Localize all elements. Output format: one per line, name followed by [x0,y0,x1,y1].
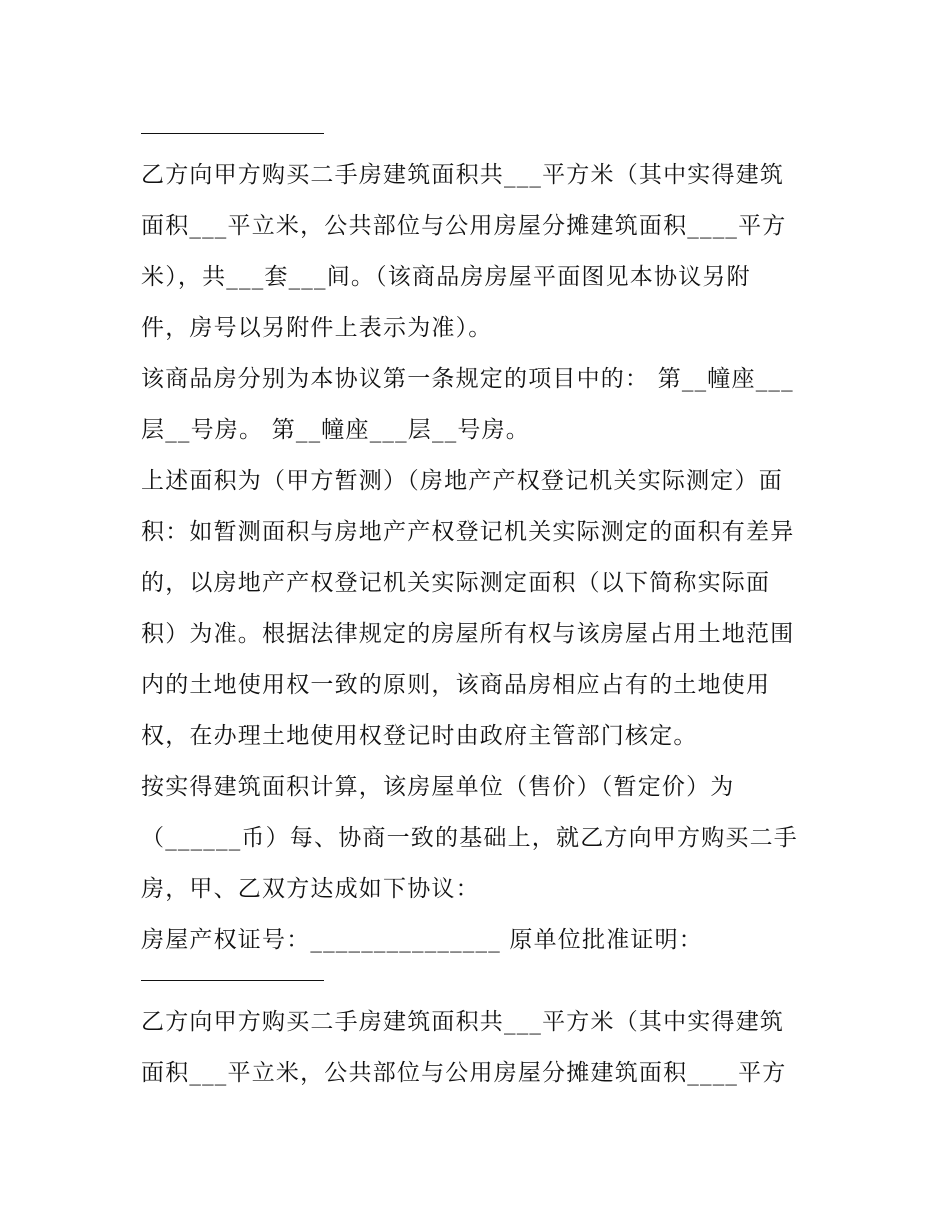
text-line: 积：如暂测面积与房地产产权登记机关实际测定的面积有差异 [141,519,795,545]
paragraph-unit-location [141,354,811,456]
signature-blank-line [141,980,324,981]
signature-blank-line [141,133,324,134]
text-line: 房，甲、乙双方达成如下协议： [141,876,480,902]
text-line: 房屋产权证号：_______________ 原单位批准证明： [141,927,704,953]
paragraph-unit-price [141,762,811,915]
text-line: 的，以房地产产权登记机关实际测定面积（以下简称实际面 [141,570,771,596]
text-line: 乙方向甲方购买二手房建筑面积共___平方米（其中实得建筑 [141,162,785,188]
text-line: 乙方向甲方购买二手房建筑面积共___平方米（其中实得建筑 [141,1009,785,1035]
paragraph-purchase-area [141,150,811,354]
text-line: 权，在办理土地使用权登记时由政府主管部门核定。 [141,723,698,749]
text-line: （______币）每、协商一致的基础上，就乙方向甲方购买二手 [141,825,798,851]
text-line: 内的土地使用权一致的原则，该商品房相应占有的土地使用 [141,672,771,698]
text-line: 米），共___套___间。（该商品房房屋平面图见本协议另附 [141,264,751,290]
document-body [141,113,811,1099]
text-line: 面积___平立米，公共部位与公用房屋分摊建筑面积____平方 [141,1060,787,1086]
text-line: 积）为准。根据法律规定的房屋所有权与该房屋占用土地范围 [141,621,795,647]
text-line: 件，房号以另附件上表示为准）。 [141,315,493,341]
paragraph-purchase-area-repeat [141,997,811,1099]
paragraph-area-measurement [141,456,811,762]
paragraph-certificate-numbers [141,915,811,966]
text-line: 按实得建筑面积计算，该房屋单位（售价）（暂定价）为 [141,774,735,800]
text-line: 上述面积为（甲方暂测）（房地产产权登记机关实际测定）面 [141,468,783,494]
text-line: 层__号房。 第__幢座___层__号房。 [141,417,531,443]
text-line: 面积___平立米，公共部位与公用房屋分摊建筑面积____平方 [141,213,787,239]
text-line: 该商品房分别为本协议第一条规定的项目中的： 第__幢座___ [141,366,794,392]
